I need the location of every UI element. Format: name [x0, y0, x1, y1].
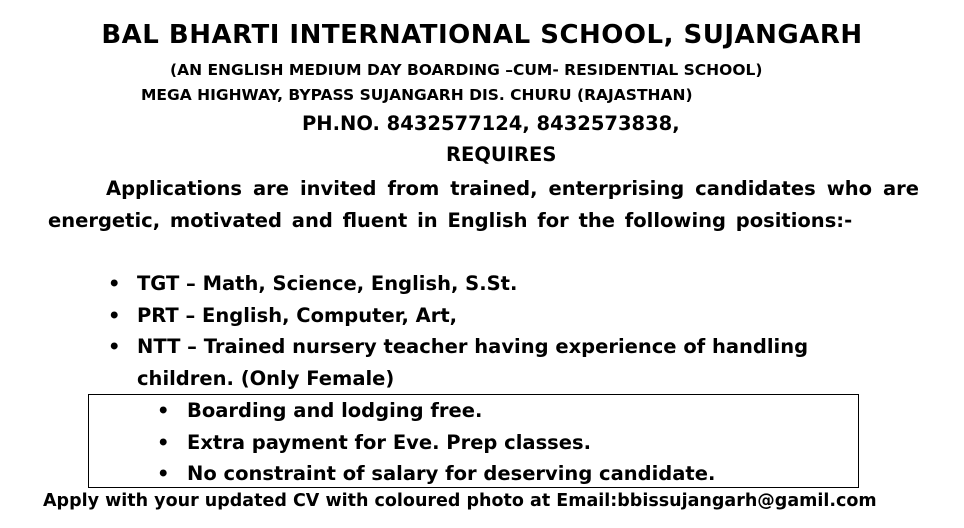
position-item-ntt: • NTT – Trained nursery teacher having experience of handling children. (Only Female)	[108, 331, 908, 394]
positions-list	[108, 268, 908, 394]
benefit-item-salary: • No constraint of salary for deserving candidate.	[157, 458, 715, 490]
benefit-item-extra-payment: • Extra payment for Eve. Prep classes.	[157, 427, 715, 459]
intro-text: Applications are invited from trained, enterprising candidates who are energetic, motivated and fluent in English for the following positions:-	[48, 177, 919, 232]
school-name-heading: BAL BHARTI INTERNATIONAL SCHOOL, SUJANGARH	[101, 20, 863, 50]
benefit-item-boarding: • Boarding and lodging free.	[157, 395, 715, 427]
position-item-tgt: • TGT – Math, Science, English, S.St.	[108, 268, 908, 300]
intro-paragraph	[48, 173, 919, 236]
benefits-list	[157, 395, 715, 490]
position-item-prt: • PRT – English, Computer, Art,	[108, 300, 908, 332]
apply-instructions: Apply with your updated CV with coloured photo at Email:bbissujangarh@gamil.com	[43, 491, 877, 511]
phone-numbers: PH.NO. 8432577124, 8432573838,	[302, 112, 680, 135]
school-type-subtitle: (AN ENGLISH MEDIUM DAY BOARDING –CUM- RESIDENTIAL SCHOOL)	[170, 61, 763, 79]
school-address: MEGA HIGHWAY, BYPASS SUJANGARH DIS. CHURU (RAJASTHAN)	[141, 86, 693, 104]
requires-heading: REQUIRES	[446, 143, 557, 166]
benefits-box	[88, 394, 859, 488]
